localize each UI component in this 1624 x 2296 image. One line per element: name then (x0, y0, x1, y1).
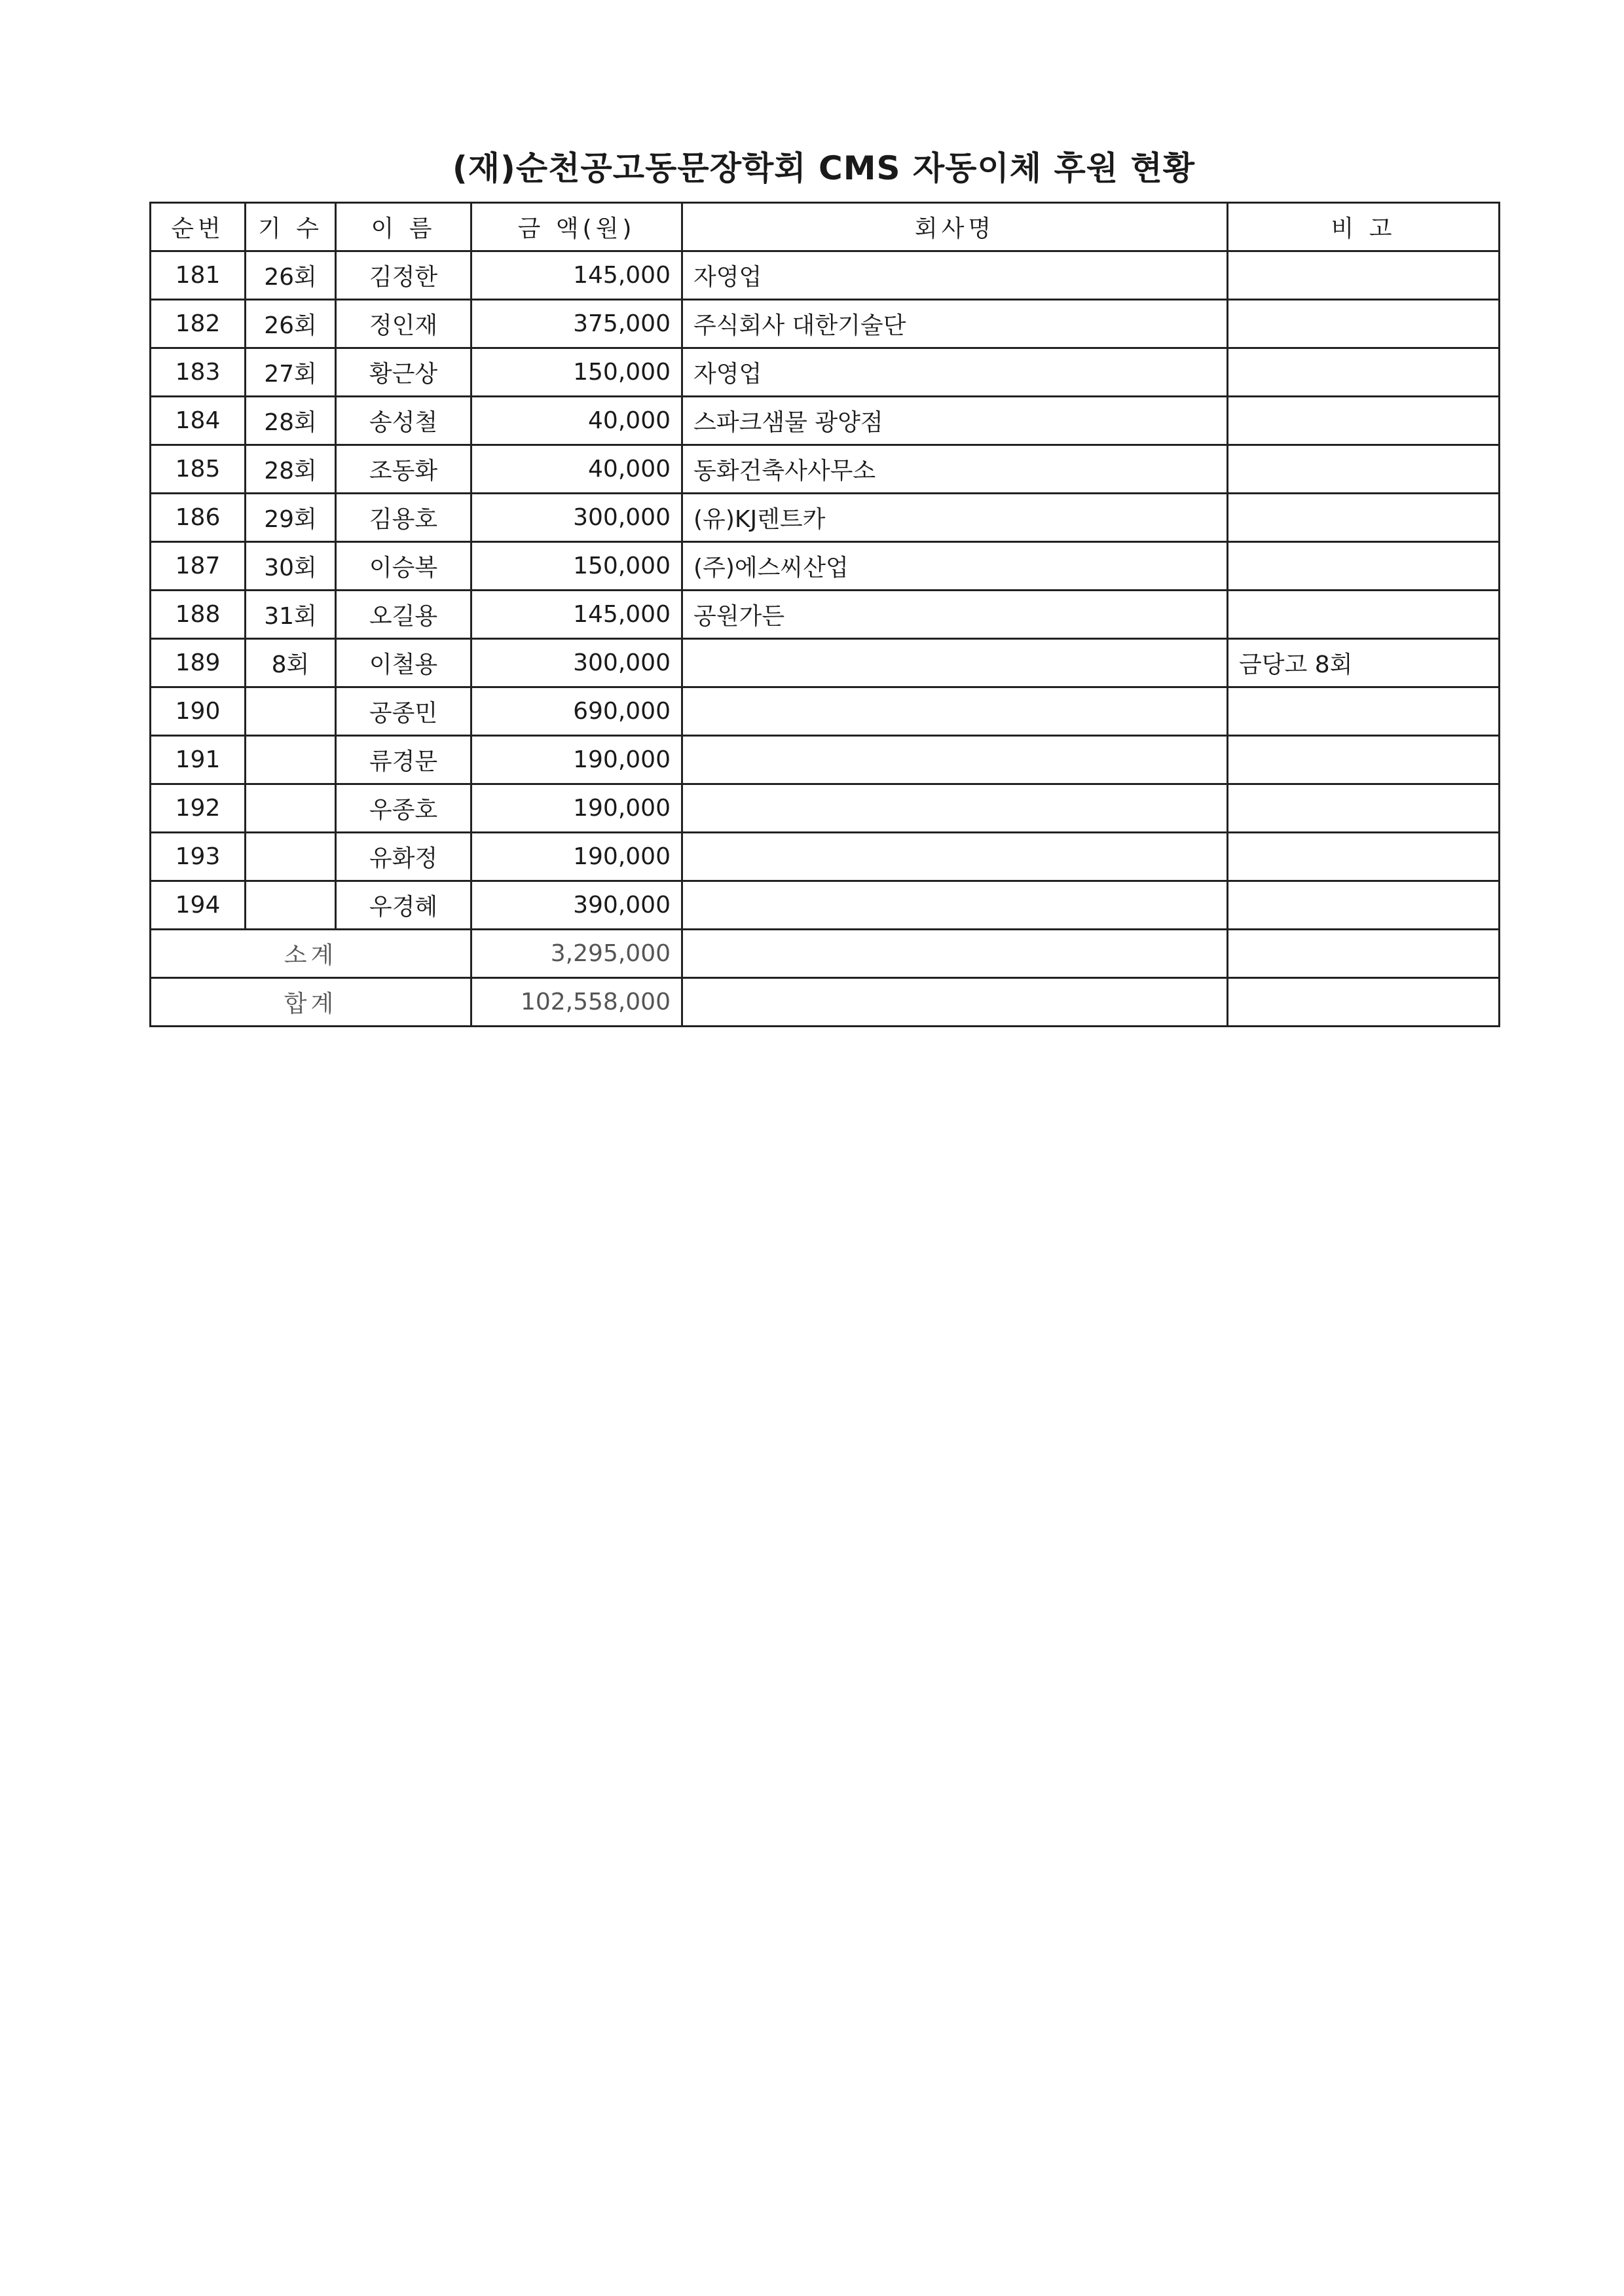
cell-seq: 185 (151, 445, 246, 494)
cell-seq: 187 (151, 542, 246, 591)
subtotal-row (151, 930, 1500, 978)
cell-amount: 190,000 (471, 784, 682, 833)
cell-seq: 193 (151, 833, 246, 881)
table-row (151, 348, 1500, 397)
cell-seq: 192 (151, 784, 246, 833)
header-amount: 금 액(원) (471, 203, 682, 251)
cell-seq: 184 (151, 397, 246, 445)
cell-note: 금당고 8회 (1228, 639, 1500, 687)
table-row (151, 397, 1500, 445)
cell-amount: 190,000 (471, 736, 682, 784)
header-row (151, 203, 1500, 251)
cell-class: 31회 (246, 591, 336, 639)
table-row (151, 251, 1500, 300)
cell-amount: 40,000 (471, 397, 682, 445)
cell-note (1228, 591, 1500, 639)
cell-name: 황근상 (336, 348, 471, 397)
table-row (151, 687, 1500, 736)
cell-class (246, 736, 336, 784)
cell-amount: 300,000 (471, 639, 682, 687)
cell-seq: 188 (151, 591, 246, 639)
cell-company (682, 833, 1228, 881)
cell-company (682, 881, 1228, 930)
table-row (151, 542, 1500, 591)
cell-class (246, 833, 336, 881)
table-row (151, 833, 1500, 881)
cell-company: (유)KJ렌트카 (682, 494, 1228, 542)
cell-note (1228, 445, 1500, 494)
cell-name: 이승복 (336, 542, 471, 591)
table-row (151, 300, 1500, 348)
header-company: 회사명 (682, 203, 1228, 251)
cell-name: 오길용 (336, 591, 471, 639)
total-label: 합계 (151, 978, 471, 1027)
cell-name: 김정한 (336, 251, 471, 300)
cell-name: 정인재 (336, 300, 471, 348)
cell-note (1228, 397, 1500, 445)
cell-name: 이철용 (336, 639, 471, 687)
cell-company: 동화건축사사무소 (682, 445, 1228, 494)
cell-seq: 186 (151, 494, 246, 542)
cell-seq: 182 (151, 300, 246, 348)
cell-note (1228, 251, 1500, 300)
cell-name: 공종민 (336, 687, 471, 736)
cell-class: 28회 (246, 397, 336, 445)
cell-note (1228, 542, 1500, 591)
total-company-cell (682, 978, 1228, 1027)
cell-class: 26회 (246, 251, 336, 300)
cell-note (1228, 494, 1500, 542)
cell-class (246, 687, 336, 736)
cell-note (1228, 881, 1500, 930)
table-row (151, 784, 1500, 833)
cell-amount: 375,000 (471, 300, 682, 348)
cell-note (1228, 784, 1500, 833)
cell-amount: 145,000 (471, 251, 682, 300)
cell-amount: 40,000 (471, 445, 682, 494)
cell-company: (주)에스씨산업 (682, 542, 1228, 591)
cell-class: 29회 (246, 494, 336, 542)
cell-name: 류경문 (336, 736, 471, 784)
subtotal-label: 소계 (151, 930, 471, 978)
cell-note (1228, 687, 1500, 736)
cell-amount: 145,000 (471, 591, 682, 639)
cell-class: 26회 (246, 300, 336, 348)
cell-amount: 190,000 (471, 833, 682, 881)
cell-note (1228, 833, 1500, 881)
total-note-cell (1228, 978, 1500, 1027)
table-row (151, 445, 1500, 494)
sponsor-table (149, 202, 1500, 1027)
total-amount: 102,558,000 (471, 978, 682, 1027)
cell-class (246, 784, 336, 833)
page-title: (재)순천공고동문장학회 CMS 자동이체 후원 현황 (452, 149, 1196, 187)
cell-company: 스파크샘물 광양점 (682, 397, 1228, 445)
header-seq: 순번 (151, 203, 246, 251)
cell-note (1228, 300, 1500, 348)
cell-name: 조동화 (336, 445, 471, 494)
cell-company: 자영업 (682, 251, 1228, 300)
cell-amount: 390,000 (471, 881, 682, 930)
table-row (151, 639, 1500, 687)
cell-class: 27회 (246, 348, 336, 397)
cell-company (682, 784, 1228, 833)
cell-company (682, 736, 1228, 784)
header-note: 비 고 (1228, 203, 1500, 251)
cell-company (682, 687, 1228, 736)
cell-class: 30회 (246, 542, 336, 591)
cell-company: 자영업 (682, 348, 1228, 397)
cell-seq: 194 (151, 881, 246, 930)
cell-amount: 150,000 (471, 348, 682, 397)
cell-name: 우경혜 (336, 881, 471, 930)
subtotal-company-cell (682, 930, 1228, 978)
subtotal-amount: 3,295,000 (471, 930, 682, 978)
cell-amount: 690,000 (471, 687, 682, 736)
table-row (151, 494, 1500, 542)
cell-name: 우종호 (336, 784, 471, 833)
table-row (151, 591, 1500, 639)
cell-seq: 191 (151, 736, 246, 784)
cell-name: 김용호 (336, 494, 471, 542)
subtotal-note-cell (1228, 930, 1500, 978)
cell-amount: 300,000 (471, 494, 682, 542)
cell-class: 28회 (246, 445, 336, 494)
cell-name: 유화정 (336, 833, 471, 881)
table-row (151, 736, 1500, 784)
cell-seq: 181 (151, 251, 246, 300)
cell-company: 공원가든 (682, 591, 1228, 639)
cell-note (1228, 736, 1500, 784)
table-row (151, 881, 1500, 930)
header-class: 기 수 (246, 203, 336, 251)
cell-amount: 150,000 (471, 542, 682, 591)
cell-company (682, 639, 1228, 687)
cell-name: 송성철 (336, 397, 471, 445)
total-row (151, 978, 1500, 1027)
cell-seq: 183 (151, 348, 246, 397)
cell-class (246, 881, 336, 930)
cell-seq: 190 (151, 687, 246, 736)
header-name: 이 름 (336, 203, 471, 251)
cell-seq: 189 (151, 639, 246, 687)
cell-class: 8회 (246, 639, 336, 687)
cell-note (1228, 348, 1500, 397)
cell-company: 주식회사 대한기술단 (682, 300, 1228, 348)
